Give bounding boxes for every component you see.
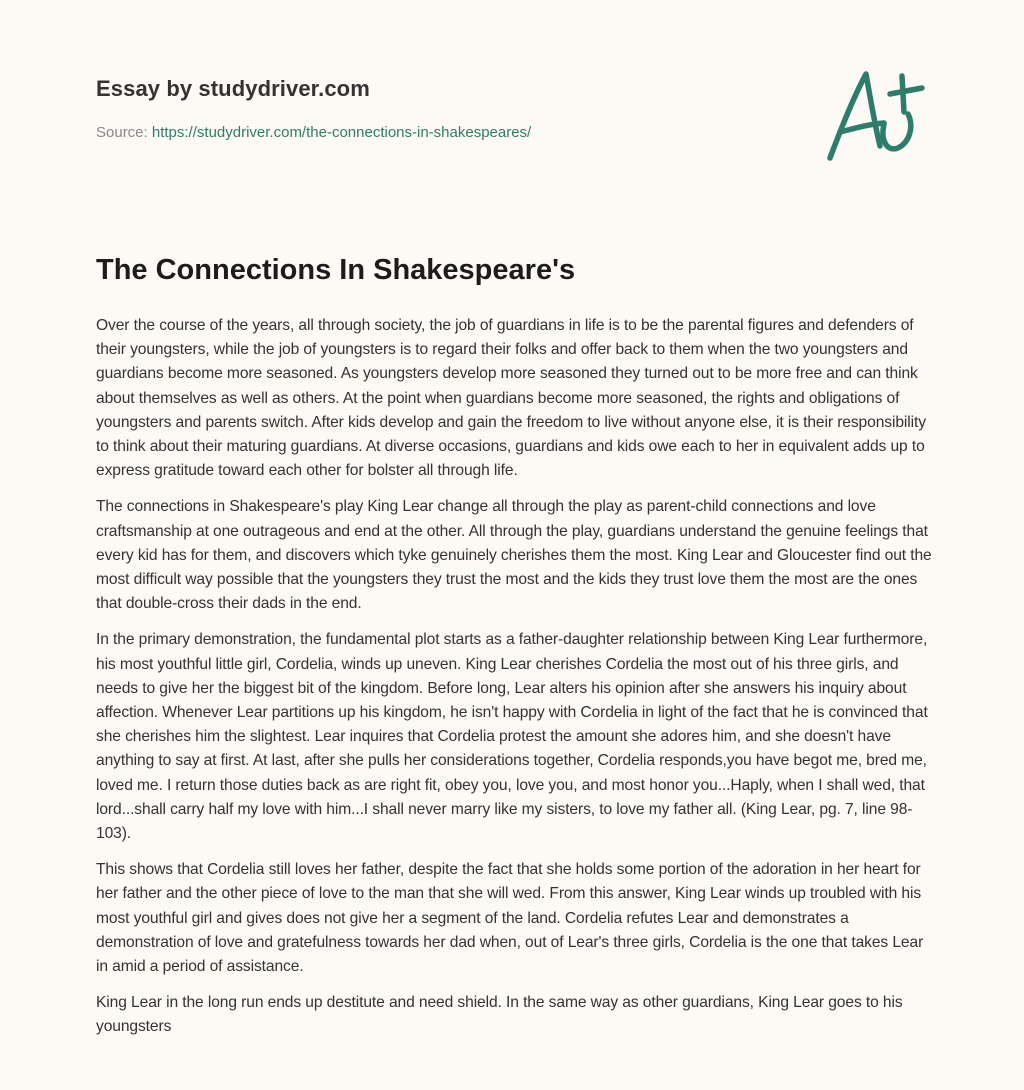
essay-paragraph: The connections in Shakespeare's play King Lear change all through the play as parent-child connections and love craftsmanship at one outrageous and end at the other. All through the play, guardians understand the genuine feelings that every kid has for them, and discovers which tyke genuinely cherishes them the most. King Lear and Gloucester find out the most difficult way possible that the youngsters they trust the most and the kids they trust love them the most are the ones that double-cross their dads in the end. <box>96 498 932 613</box>
essay-paragraph: This shows that Cordelia still loves her father, despite the fact that she holds some portion of the adoration in her heart for her father and the other piece of love to the man that she will wed. From this answer, King Lear winds up troubled with his most youthful girl and gives does not give her a segment of the land. Cordelia refutes Lear and demonstrates a demonstration of love and gratefulness towards her dad when, out of Lear's three girls, Cordelia is the one that takes Lear in amid a period of assistance. <box>96 861 924 976</box>
a-plus-grade-icon <box>818 66 930 166</box>
essay-body <box>96 314 936 1052</box>
essay-title: The Connections In Shakespeare's <box>96 254 576 286</box>
page-header <box>96 76 531 141</box>
essay-paragraph: King Lear in the long run ends up destitute and need shield. In the same way as other guardians, King Lear goes to his youngsters <box>96 994 903 1036</box>
site-title: Essay by studydriver.com <box>96 76 370 101</box>
essay-paragraph: In the primary demonstration, the fundamental plot starts as a father-daughter relationship between King Lear furthermore, his most youthful little girl, Cordelia, winds up uneven. King Lear cherishes Cordelia the most out of his three girls, and needs to give her the biggest bit of the kingdom. Before long, Lear alters his opinion after she answers his inquiry about affection. Whenever Lear partitions up his kingdom, he isn't happy with Cordelia in light of the fact that he is convinced that she cherishes him the slightest. Lear inquires that Cordelia protest the amount she adores him, and she doesn't have anything to say at first. At last, after she pulls her considerations together, Cordelia responds,you have begot me, bred me, loved me. I return those duties back as are right fit, obey you, love you, and most honor you...Haply, when I shall wed, that lord...shall carry half my love with him...I shall never marry like my sisters, to love my father all. (King Lear, pg. 7, line 98-103). <box>96 631 928 843</box>
source-label: Source: <box>96 124 152 141</box>
source-link[interactable]: https://studydriver.com/the-connections-in-shakespeares/ <box>151 124 532 141</box>
source-line <box>96 124 531 141</box>
essay-paragraph: Over the course of the years, all through society, the job of guardians in life is to be the parental figures and defenders of their youngsters, while the job of youngsters is to regard their folks and offer back to them when the two youngsters and guardians become more seasoned. As youngsters develop more seasoned they turned out to be more free and can think about themselves as well as others. At the point when guardians become more seasoned, the rights and obligations of youngsters and parents switch. After kids develop and gain the freedom to live without anyone else, it is their responsibility to think about their maturing guardians. At diverse occasions, guardians and kids owe each to her in equivalent adds up to express gratitude toward each other for bolster all through life. <box>96 317 926 480</box>
